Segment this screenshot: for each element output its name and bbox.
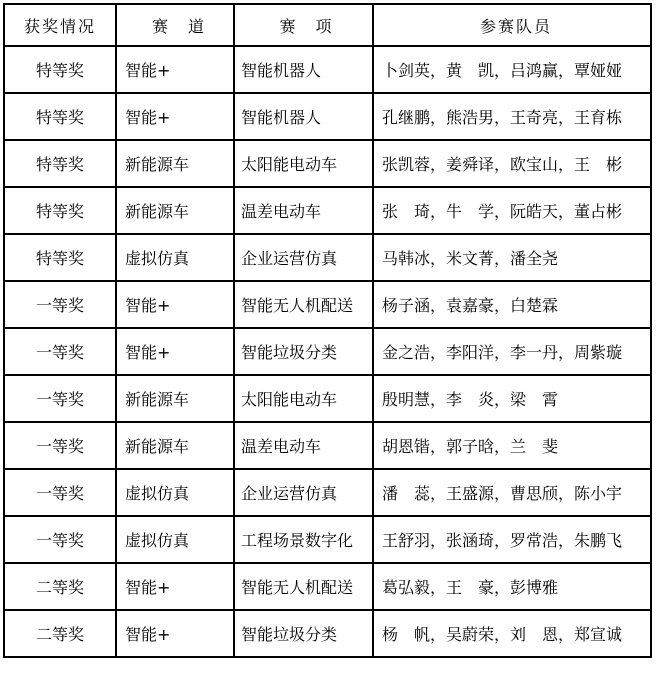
award-cell: 特等奖: [4, 46, 116, 93]
item-cell: 太阳能电动车: [234, 140, 373, 187]
track-cell: 虚拟仿真: [116, 234, 234, 281]
members-cell: 张凯蓉，姜舜译，欧宝山，王 彬: [373, 140, 651, 187]
item-cell: 智能垃圾分类: [234, 328, 373, 375]
table-row: [4, 187, 651, 234]
track-cell: 智能+: [116, 281, 234, 328]
award-cell: 特等奖: [4, 187, 116, 234]
award-cell: 一等奖: [4, 328, 116, 375]
header-award: 获奖情况: [4, 4, 116, 46]
members-cell: 金之浩，李阳洋，李一丹，周紫璇: [373, 328, 651, 375]
members-cell: 王舒羽，张涵琦，罗常浩，朱鹏飞: [373, 516, 651, 563]
item-cell: 太阳能电动车: [234, 375, 373, 422]
members-cell: 杨 帆，吴蔚荣，刘 恩，郑宣诚: [373, 610, 651, 657]
table-body: [4, 46, 651, 657]
table-row: [4, 140, 651, 187]
header-members: 参赛队员: [373, 4, 651, 46]
track-cell: 新能源车: [116, 422, 234, 469]
item-cell: 工程场景数字化: [234, 516, 373, 563]
item-cell: 智能无人机配送: [234, 563, 373, 610]
table-row: [4, 46, 651, 93]
awards-table: [3, 3, 652, 658]
track-cell: 新能源车: [116, 140, 234, 187]
track-cell: 新能源车: [116, 375, 234, 422]
table-row: [4, 563, 651, 610]
table-row: [4, 375, 651, 422]
table-row: [4, 422, 651, 469]
members-cell: 潘 蕊，王盛源，曹思颀，陈小宇: [373, 469, 651, 516]
award-cell: 一等奖: [4, 469, 116, 516]
members-cell: 卜剑英，黄 凯，吕鸿赢，覃娅娅: [373, 46, 651, 93]
members-cell: 胡恩锴，郭子晗，兰 斐: [373, 422, 651, 469]
header-item: 赛 项: [234, 4, 373, 46]
award-cell: 一等奖: [4, 422, 116, 469]
table-row: [4, 516, 651, 563]
award-cell: 特等奖: [4, 93, 116, 140]
track-cell: 虚拟仿真: [116, 516, 234, 563]
members-cell: 殷明慧，李 炎，梁 霄: [373, 375, 651, 422]
award-cell: 二等奖: [4, 610, 116, 657]
award-cell: 特等奖: [4, 140, 116, 187]
award-cell: 二等奖: [4, 563, 116, 610]
table-row: [4, 93, 651, 140]
award-cell: 一等奖: [4, 375, 116, 422]
item-cell: 企业运营仿真: [234, 469, 373, 516]
item-cell: 企业运营仿真: [234, 234, 373, 281]
table-row: [4, 281, 651, 328]
item-cell: 智能机器人: [234, 93, 373, 140]
item-cell: 智能无人机配送: [234, 281, 373, 328]
track-cell: 智能+: [116, 563, 234, 610]
track-cell: 智能+: [116, 328, 234, 375]
track-cell: 新能源车: [116, 187, 234, 234]
members-cell: 马韩冰，米文菁，潘全尧: [373, 234, 651, 281]
track-cell: 智能+: [116, 610, 234, 657]
track-cell: 智能+: [116, 46, 234, 93]
table-row: [4, 234, 651, 281]
members-cell: 葛弘毅，王 豪，彭博雅: [373, 563, 651, 610]
award-cell: 特等奖: [4, 234, 116, 281]
track-cell: 智能+: [116, 93, 234, 140]
table-row: [4, 328, 651, 375]
members-cell: 杨子涵，袁嘉豪，白楚霖: [373, 281, 651, 328]
table-row: [4, 610, 651, 657]
item-cell: 温差电动车: [234, 422, 373, 469]
header-row: [4, 4, 651, 46]
track-cell: 虚拟仿真: [116, 469, 234, 516]
table-row: [4, 469, 651, 516]
item-cell: 智能机器人: [234, 46, 373, 93]
award-cell: 一等奖: [4, 281, 116, 328]
header-track: 赛 道: [116, 4, 234, 46]
item-cell: 智能垃圾分类: [234, 610, 373, 657]
members-cell: 张 琦，牛 学，阮皓天，董占彬: [373, 187, 651, 234]
members-cell: 孔继鹏，熊浩男，王奇亮，王育栋: [373, 93, 651, 140]
item-cell: 温差电动车: [234, 187, 373, 234]
table-header: [4, 4, 651, 46]
award-cell: 一等奖: [4, 516, 116, 563]
